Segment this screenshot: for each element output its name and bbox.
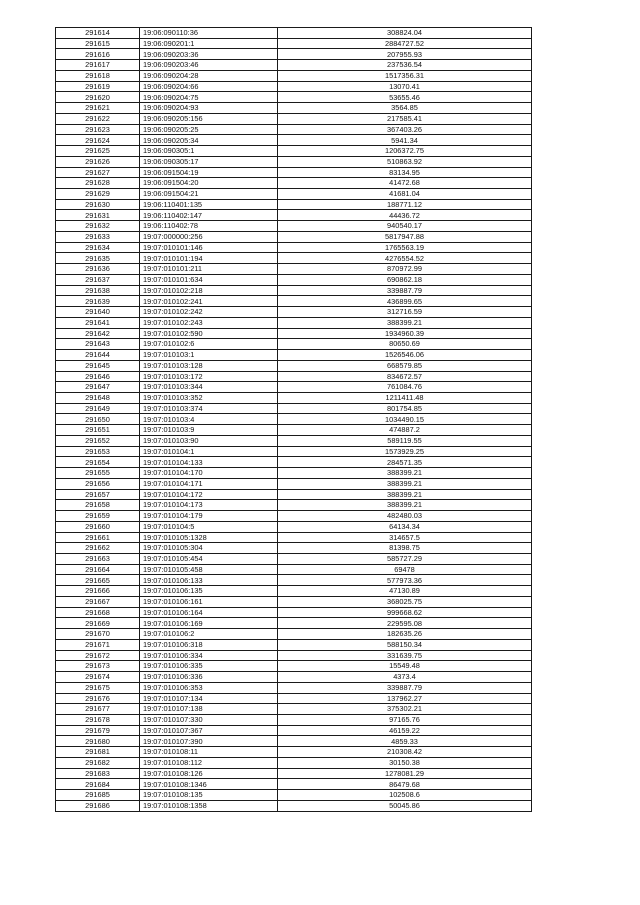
cadastral-number-cell: 19:07:010101:194 (140, 253, 278, 264)
row-number-cell: 291629 (56, 189, 140, 200)
cadastral-number-cell: 19:07:010103:344 (140, 382, 278, 393)
cadastral-number-cell: 19:07:010105:304 (140, 543, 278, 554)
row-number-cell: 291669 (56, 618, 140, 629)
cadastral-number-cell: 19:06:090204:28 (140, 70, 278, 81)
row-number-cell: 291662 (56, 543, 140, 554)
cadastral-number-cell: 19:07:010106:335 (140, 661, 278, 672)
row-number-cell: 291623 (56, 124, 140, 135)
cadastral-number-cell: 19:06:090110:36 (140, 28, 278, 39)
cadastral-number-cell: 19:07:010106:318 (140, 639, 278, 650)
value-cell: 182635.26 (278, 629, 532, 640)
row-number-cell: 291645 (56, 360, 140, 371)
table-row (56, 274, 532, 285)
table-row (56, 113, 532, 124)
cadastral-number-cell: 19:07:010103:172 (140, 371, 278, 382)
cadastral-number-cell: 19:06:090305:17 (140, 156, 278, 167)
row-number-cell: 291618 (56, 70, 140, 81)
row-number-cell: 291668 (56, 607, 140, 618)
cadastral-number-cell: 19:07:010102:242 (140, 307, 278, 318)
cadastral-number-cell: 19:07:010108:126 (140, 768, 278, 779)
value-cell: 1211411.48 (278, 392, 532, 403)
cadastral-number-cell: 19:07:010106:135 (140, 586, 278, 597)
row-number-cell: 291674 (56, 672, 140, 683)
row-number-cell: 291654 (56, 457, 140, 468)
row-number-cell: 291635 (56, 253, 140, 264)
cadastral-number-cell: 19:07:010106:161 (140, 596, 278, 607)
value-cell: 482480.03 (278, 511, 532, 522)
row-number-cell: 291653 (56, 446, 140, 457)
value-cell: 207955.93 (278, 49, 532, 60)
value-cell: 64134.34 (278, 521, 532, 532)
cadastral-number-cell: 19:07:010102:241 (140, 296, 278, 307)
cadastral-number-cell: 19:06:090203:46 (140, 60, 278, 71)
cadastral-number-cell: 19:07:010104:179 (140, 511, 278, 522)
row-number-cell: 291686 (56, 800, 140, 811)
row-number-cell: 291632 (56, 221, 140, 232)
row-number-cell: 291639 (56, 296, 140, 307)
table-row (56, 768, 532, 779)
row-number-cell: 291626 (56, 156, 140, 167)
row-number-cell: 291649 (56, 403, 140, 414)
value-cell: 83134.95 (278, 167, 532, 178)
table-row (56, 296, 532, 307)
value-cell: 237536.54 (278, 60, 532, 71)
table-row (56, 360, 532, 371)
value-cell: 69478 (278, 564, 532, 575)
table-row (56, 210, 532, 221)
table-row (56, 231, 532, 242)
table-row (56, 725, 532, 736)
table-row (56, 435, 532, 446)
row-number-cell: 291684 (56, 779, 140, 790)
table-row (56, 350, 532, 361)
cadastral-number-cell: 19:07:010102:6 (140, 339, 278, 350)
cadastral-number-cell: 19:07:010103:374 (140, 403, 278, 414)
table-row (56, 317, 532, 328)
cadastral-number-cell: 19:06:090204:66 (140, 81, 278, 92)
table-row (56, 564, 532, 575)
row-number-cell: 291673 (56, 661, 140, 672)
cadastral-number-cell: 19:06:090305:1 (140, 146, 278, 157)
cadastral-number-cell: 19:06:090204:75 (140, 92, 278, 103)
cadastral-number-cell: 19:06:090205:25 (140, 124, 278, 135)
value-cell: 585727.29 (278, 553, 532, 564)
cadastral-number-cell: 19:07:010108:112 (140, 757, 278, 768)
row-number-cell: 291627 (56, 167, 140, 178)
table-row (56, 575, 532, 586)
row-number-cell: 291681 (56, 747, 140, 758)
row-number-cell: 291676 (56, 693, 140, 704)
row-number-cell: 291670 (56, 629, 140, 640)
row-number-cell: 291621 (56, 103, 140, 114)
cadastral-number-cell: 19:06:091504:20 (140, 178, 278, 189)
value-cell: 4859.33 (278, 736, 532, 747)
cadastral-number-cell: 19:07:010106:169 (140, 618, 278, 629)
table-row (56, 124, 532, 135)
value-cell: 367403.26 (278, 124, 532, 135)
row-number-cell: 291637 (56, 274, 140, 285)
value-cell: 44436.72 (278, 210, 532, 221)
value-cell: 474887.2 (278, 425, 532, 436)
value-cell: 80650.69 (278, 339, 532, 350)
cadastral-number-cell: 19:07:010102:590 (140, 328, 278, 339)
table-row (56, 221, 532, 232)
cadastral-number-cell: 19:06:090204:93 (140, 103, 278, 114)
value-cell: 4276554.52 (278, 253, 532, 264)
cadastral-number-cell: 19:07:010105:454 (140, 553, 278, 564)
table-row (56, 521, 532, 532)
table-row (56, 779, 532, 790)
table-row (56, 672, 532, 683)
cadastral-number-cell: 19:07:010104:5 (140, 521, 278, 532)
table-row (56, 457, 532, 468)
row-number-cell: 291667 (56, 596, 140, 607)
table-row (56, 650, 532, 661)
cadastral-number-cell: 19:07:000000:256 (140, 231, 278, 242)
table-body (56, 28, 532, 812)
table-row (56, 693, 532, 704)
row-number-cell: 291630 (56, 199, 140, 210)
value-cell: 834672.57 (278, 371, 532, 382)
table-row (56, 264, 532, 275)
cadastral-number-cell: 19:06:090201:1 (140, 38, 278, 49)
value-cell: 5941.34 (278, 135, 532, 146)
value-cell: 5817947.88 (278, 231, 532, 242)
cadastral-number-cell: 19:07:010103:90 (140, 435, 278, 446)
table-row (56, 135, 532, 146)
value-cell: 801754.85 (278, 403, 532, 414)
row-number-cell: 291647 (56, 382, 140, 393)
table-row (56, 736, 532, 747)
value-cell: 46159.22 (278, 725, 532, 736)
table-row (56, 425, 532, 436)
cadastral-number-cell: 19:07:010108:11 (140, 747, 278, 758)
value-cell: 1206372.75 (278, 146, 532, 157)
table-row (56, 178, 532, 189)
row-number-cell: 291628 (56, 178, 140, 189)
value-cell: 388399.21 (278, 478, 532, 489)
table-row (56, 49, 532, 60)
table-row (56, 242, 532, 253)
table-row (56, 328, 532, 339)
table-row (56, 403, 532, 414)
value-cell: 668579.85 (278, 360, 532, 371)
cadastral-number-cell: 19:06:110401:135 (140, 199, 278, 210)
value-cell: 1573929.25 (278, 446, 532, 457)
value-cell: 339887.79 (278, 682, 532, 693)
cadastral-number-cell: 19:07:010106:164 (140, 607, 278, 618)
cadastral-number-cell: 19:07:010101:211 (140, 264, 278, 275)
value-cell: 4373.4 (278, 672, 532, 683)
value-cell: 870972.99 (278, 264, 532, 275)
row-number-cell: 291663 (56, 553, 140, 564)
value-cell: 284571.35 (278, 457, 532, 468)
value-cell: 210308.42 (278, 747, 532, 758)
table-row (56, 81, 532, 92)
value-cell: 308824.04 (278, 28, 532, 39)
value-cell: 690862.18 (278, 274, 532, 285)
cadastral-number-cell: 19:07:010108:1346 (140, 779, 278, 790)
cadastral-number-cell: 19:07:010103:1 (140, 350, 278, 361)
table-row (56, 339, 532, 350)
cadastral-number-cell: 19:07:010103:128 (140, 360, 278, 371)
row-number-cell: 291624 (56, 135, 140, 146)
value-cell: 1526546.06 (278, 350, 532, 361)
cadastral-number-cell: 19:07:010106:353 (140, 682, 278, 693)
row-number-cell: 291658 (56, 500, 140, 511)
row-number-cell: 291640 (56, 307, 140, 318)
table-row (56, 586, 532, 597)
row-number-cell: 291644 (56, 350, 140, 361)
cadastral-number-cell: 19:07:010104:170 (140, 468, 278, 479)
cadastral-number-cell: 19:07:010106:2 (140, 629, 278, 640)
table-row (56, 607, 532, 618)
row-number-cell: 291679 (56, 725, 140, 736)
cadastral-number-cell: 19:07:010108:135 (140, 790, 278, 801)
table-row (56, 103, 532, 114)
table-row (56, 307, 532, 318)
table-row (56, 446, 532, 457)
cadastral-number-cell: 19:07:010104:171 (140, 478, 278, 489)
row-number-cell: 291633 (56, 231, 140, 242)
row-number-cell: 291617 (56, 60, 140, 71)
row-number-cell: 291625 (56, 146, 140, 157)
row-number-cell: 291652 (56, 435, 140, 446)
value-cell: 217585.41 (278, 113, 532, 124)
row-number-cell: 291643 (56, 339, 140, 350)
value-cell: 30150.38 (278, 757, 532, 768)
row-number-cell: 291646 (56, 371, 140, 382)
cadastral-number-cell: 19:07:010104:133 (140, 457, 278, 468)
value-cell: 1517356.31 (278, 70, 532, 81)
value-cell: 1278081.29 (278, 768, 532, 779)
row-number-cell: 291642 (56, 328, 140, 339)
row-number-cell: 291671 (56, 639, 140, 650)
value-cell: 999668.62 (278, 607, 532, 618)
row-number-cell: 291666 (56, 586, 140, 597)
value-cell: 577973.36 (278, 575, 532, 586)
table-row (56, 596, 532, 607)
value-cell: 3564.85 (278, 103, 532, 114)
row-number-cell: 291659 (56, 511, 140, 522)
cadastral-number-cell: 19:07:010107:390 (140, 736, 278, 747)
table-row (56, 38, 532, 49)
cadastral-number-cell: 19:06:090203:36 (140, 49, 278, 60)
value-cell: 81398.75 (278, 543, 532, 554)
value-cell: 510863.92 (278, 156, 532, 167)
value-cell: 388399.21 (278, 500, 532, 511)
value-cell: 86479.68 (278, 779, 532, 790)
value-cell: 436899.65 (278, 296, 532, 307)
cadastral-number-cell: 19:07:010101:634 (140, 274, 278, 285)
row-number-cell: 291661 (56, 532, 140, 543)
row-number-cell: 291683 (56, 768, 140, 779)
value-cell: 102508.6 (278, 790, 532, 801)
cadastral-number-cell: 19:07:010101:146 (140, 242, 278, 253)
table-row (56, 757, 532, 768)
cadastral-number-cell: 19:07:010103:352 (140, 392, 278, 403)
cadastral-number-cell: 19:07:010103:9 (140, 425, 278, 436)
row-number-cell: 291614 (56, 28, 140, 39)
table-row (56, 392, 532, 403)
row-number-cell: 291641 (56, 317, 140, 328)
value-cell: 47130.89 (278, 586, 532, 597)
value-cell: 761084.76 (278, 382, 532, 393)
row-number-cell: 291678 (56, 715, 140, 726)
row-number-cell: 291675 (56, 682, 140, 693)
table-row (56, 629, 532, 640)
value-cell: 339887.79 (278, 285, 532, 296)
table-row (56, 253, 532, 264)
cadastral-number-cell: 19:07:010103:4 (140, 414, 278, 425)
value-cell: 375302.21 (278, 704, 532, 715)
row-number-cell: 291631 (56, 210, 140, 221)
row-number-cell: 291682 (56, 757, 140, 768)
row-number-cell: 291655 (56, 468, 140, 479)
value-cell: 188771.12 (278, 199, 532, 210)
row-number-cell: 291648 (56, 392, 140, 403)
row-number-cell: 291638 (56, 285, 140, 296)
value-cell: 15549.48 (278, 661, 532, 672)
cadastral-number-cell: 19:07:010105:1328 (140, 532, 278, 543)
row-number-cell: 291636 (56, 264, 140, 275)
table-row (56, 639, 532, 650)
table-row (56, 382, 532, 393)
cadastral-number-cell: 19:06:091504:19 (140, 167, 278, 178)
table-row (56, 800, 532, 811)
row-number-cell: 291660 (56, 521, 140, 532)
row-number-cell: 291656 (56, 478, 140, 489)
cadastral-number-cell: 19:06:110402:147 (140, 210, 278, 221)
row-number-cell: 291615 (56, 38, 140, 49)
table-row (56, 500, 532, 511)
table-row (56, 511, 532, 522)
value-cell: 1934960.39 (278, 328, 532, 339)
row-number-cell: 291680 (56, 736, 140, 747)
cadastral-number-cell: 19:07:010106:334 (140, 650, 278, 661)
cadastral-number-cell: 19:07:010106:133 (140, 575, 278, 586)
table-row (56, 478, 532, 489)
cadastral-number-cell: 19:07:010105:458 (140, 564, 278, 575)
cadastral-number-cell: 19:07:010107:367 (140, 725, 278, 736)
value-cell: 388399.21 (278, 489, 532, 500)
row-number-cell: 291620 (56, 92, 140, 103)
value-cell: 1034490.15 (278, 414, 532, 425)
value-cell: 2884727.52 (278, 38, 532, 49)
row-number-cell: 291665 (56, 575, 140, 586)
table-row (56, 371, 532, 382)
table-row (56, 661, 532, 672)
cadastral-number-cell: 19:06:090205:34 (140, 135, 278, 146)
cadastral-number-cell: 19:06:110402:78 (140, 221, 278, 232)
table-row (56, 199, 532, 210)
row-number-cell: 291685 (56, 790, 140, 801)
table-row (56, 704, 532, 715)
table-row (56, 70, 532, 81)
cadastral-number-cell: 19:07:010104:1 (140, 446, 278, 457)
cadastral-number-cell: 19:07:010107:330 (140, 715, 278, 726)
table-row (56, 682, 532, 693)
cadastral-number-cell: 19:07:010107:134 (140, 693, 278, 704)
value-cell: 331639.75 (278, 650, 532, 661)
table-row (56, 715, 532, 726)
table-row (56, 167, 532, 178)
value-cell: 41472.68 (278, 178, 532, 189)
cadastral-number-cell: 19:06:090205:156 (140, 113, 278, 124)
cadastral-number-cell: 19:07:010108:1358 (140, 800, 278, 811)
value-cell: 50045.86 (278, 800, 532, 811)
row-number-cell: 291672 (56, 650, 140, 661)
table-row (56, 189, 532, 200)
value-cell: 312716.59 (278, 307, 532, 318)
table-row (56, 28, 532, 39)
row-number-cell: 291634 (56, 242, 140, 253)
value-cell: 368025.75 (278, 596, 532, 607)
cadastral-number-cell: 19:07:010102:243 (140, 317, 278, 328)
row-number-cell: 291622 (56, 113, 140, 124)
value-cell: 388399.21 (278, 317, 532, 328)
cadastral-number-cell: 19:07:010104:173 (140, 500, 278, 511)
table-row (56, 747, 532, 758)
row-number-cell: 291677 (56, 704, 140, 715)
table-row (56, 414, 532, 425)
row-number-cell: 291651 (56, 425, 140, 436)
cadastral-number-cell: 19:07:010106:336 (140, 672, 278, 683)
table-row (56, 146, 532, 157)
table-row (56, 543, 532, 554)
row-number-cell: 291650 (56, 414, 140, 425)
table-row (56, 92, 532, 103)
table-row (56, 618, 532, 629)
cadastral-number-cell: 19:06:091504:21 (140, 189, 278, 200)
value-cell: 53655.46 (278, 92, 532, 103)
row-number-cell: 291657 (56, 489, 140, 500)
table-row (56, 489, 532, 500)
row-number-cell: 291616 (56, 49, 140, 60)
value-cell: 1765563.19 (278, 242, 532, 253)
value-cell: 588150.34 (278, 639, 532, 650)
cadastral-number-cell: 19:07:010104:172 (140, 489, 278, 500)
cadastral-number-cell: 19:07:010102:218 (140, 285, 278, 296)
cadastral-value-table (55, 27, 532, 812)
row-number-cell: 291619 (56, 81, 140, 92)
value-cell: 940540.17 (278, 221, 532, 232)
value-cell: 41681.04 (278, 189, 532, 200)
table-row (56, 285, 532, 296)
table-row (56, 60, 532, 71)
table-row (56, 468, 532, 479)
table-row (56, 553, 532, 564)
value-cell: 97165.76 (278, 715, 532, 726)
row-number-cell: 291664 (56, 564, 140, 575)
table-row (56, 156, 532, 167)
value-cell: 229595.08 (278, 618, 532, 629)
value-cell: 137962.27 (278, 693, 532, 704)
value-cell: 388399.21 (278, 468, 532, 479)
table-row (56, 790, 532, 801)
value-cell: 589119.55 (278, 435, 532, 446)
table-row (56, 532, 532, 543)
value-cell: 314657.5 (278, 532, 532, 543)
value-cell: 13070.41 (278, 81, 532, 92)
cadastral-number-cell: 19:07:010107:138 (140, 704, 278, 715)
